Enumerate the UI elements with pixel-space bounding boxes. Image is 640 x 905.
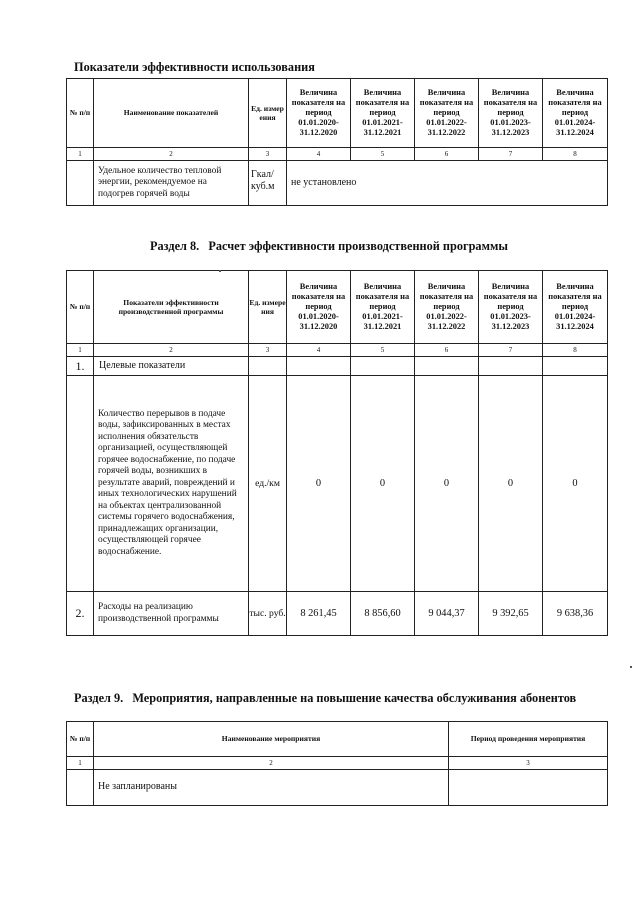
section8-label: Раздел 8. bbox=[150, 239, 200, 253]
col-number: 4 bbox=[287, 148, 351, 161]
header-period: Период проведения мероприятия bbox=[449, 722, 608, 757]
col-number: 2 bbox=[94, 757, 449, 770]
header-period-2022: Величина показателя на период 01.01.2022-31.12.2022 bbox=[415, 79, 479, 148]
col-number: 5 bbox=[351, 344, 415, 357]
header-period-2021: Величина показателя на период 01.01.2021-31.12.2021 bbox=[351, 271, 415, 344]
activities-table bbox=[66, 721, 608, 806]
header-period-2024: Величина показателя на период 01.01.2024-31.12.2024 bbox=[543, 271, 608, 344]
row-num: 2. bbox=[67, 592, 94, 636]
value-2023: 9 392,65 bbox=[479, 592, 543, 636]
col-number: 2 bbox=[94, 344, 249, 357]
col-number: 5 bbox=[351, 148, 415, 161]
col-number: 1 bbox=[67, 148, 94, 161]
empty-cell bbox=[479, 357, 543, 376]
col-number: 1 bbox=[67, 344, 94, 357]
col-number: 2 bbox=[94, 148, 249, 161]
header-unit: Ед. измере ния bbox=[249, 271, 287, 344]
header-activity: Наименование мероприятия bbox=[94, 722, 449, 757]
program-efficiency-table bbox=[66, 270, 608, 636]
col-number: 6 bbox=[415, 148, 479, 161]
col-number: 1 bbox=[67, 757, 94, 770]
value-2024: 0 bbox=[543, 376, 608, 592]
col-number: 3 bbox=[449, 757, 608, 770]
header-period-2023: Величина показателя на период 01.01.2023-31.12.2023 bbox=[479, 79, 543, 148]
col-number: 3 bbox=[249, 148, 287, 161]
col-number: 8 bbox=[543, 344, 608, 357]
value-2020: 0 bbox=[287, 376, 351, 592]
col-number: 7 bbox=[479, 148, 543, 161]
section9-title bbox=[74, 691, 576, 706]
indicator-unit: тыс. руб. bbox=[249, 592, 287, 636]
empty-cell bbox=[543, 357, 608, 376]
group-num: 1. bbox=[67, 357, 94, 376]
value-2022: 0 bbox=[415, 376, 479, 592]
col-number: 4 bbox=[287, 344, 351, 357]
value-2021: 0 bbox=[351, 376, 415, 592]
row-num-empty bbox=[67, 770, 94, 806]
scan-speck bbox=[630, 666, 632, 668]
activity-period bbox=[449, 770, 608, 806]
header-num: № п/п bbox=[67, 722, 94, 757]
header-name: Показатели эффективности производственной программы bbox=[94, 271, 249, 344]
header-period-2024: Величина показателя на период 01.01.2024-31.12.2024 bbox=[543, 79, 608, 148]
scan-speck bbox=[219, 270, 221, 272]
section8-title bbox=[150, 239, 508, 254]
value-2020: 8 261,45 bbox=[287, 592, 351, 636]
group-name: Целевые показатели bbox=[94, 357, 249, 376]
empty-cell bbox=[287, 357, 351, 376]
value-2022: 9 044,37 bbox=[415, 592, 479, 636]
efficiency-table bbox=[66, 78, 608, 206]
header-name: Наименование показателей bbox=[94, 79, 249, 148]
row-num-empty bbox=[67, 376, 94, 592]
header-num: № п/п bbox=[67, 79, 94, 148]
value-2021: 8 856,60 bbox=[351, 592, 415, 636]
value-2024: 9 638,36 bbox=[543, 592, 608, 636]
value-2023: 0 bbox=[479, 376, 543, 592]
col-number: 6 bbox=[415, 344, 479, 357]
indicator-value: не установлено bbox=[287, 161, 608, 206]
indicator-name: Количество перерывов в подаче воды, зафиксированных в местах исполнения обязательств организацией, осуществляющей горячее водоснабжение, по подаче горячей воды, возникших в результате аварий, повреждений и иных технологических нарушений на объектах централизованной системы горячего водоснабжения, принадлежащих организации, осуществляющей горячее водоснабжение. bbox=[94, 376, 249, 592]
header-period-2023: Величина показателя на период 01.01.2023-31.12.2023 bbox=[479, 271, 543, 344]
header-period-2021: Величина показателя на период 01.01.2021-31.12.2021 bbox=[351, 79, 415, 148]
indicator-unit: Гкал/ куб.м bbox=[249, 161, 287, 206]
section8-heading: Расчет эффективности производственной программы bbox=[208, 239, 508, 253]
section9-heading: Мероприятия, направленные на повышение качества обслуживания абонентов bbox=[132, 691, 577, 705]
header-unit: Ед. измер ения bbox=[249, 79, 287, 148]
col-number: 3 bbox=[249, 344, 287, 357]
row-num-empty bbox=[67, 161, 94, 206]
indicator-name: Расходы на реализацию производственной программы bbox=[94, 592, 249, 636]
col-number: 8 bbox=[543, 148, 608, 161]
col-number: 7 bbox=[479, 344, 543, 357]
header-num: № п/п bbox=[67, 271, 94, 344]
header-period-2020: Величина показателя на период 01.01.2020-31.12.2020 bbox=[287, 271, 351, 344]
empty-cell bbox=[415, 357, 479, 376]
header-period-2020: Величина показателя на период 01.01.2020-31.12.2020 bbox=[287, 79, 351, 148]
empty-cell bbox=[351, 357, 415, 376]
indicator-unit: ед./км bbox=[249, 376, 287, 592]
indicator-name: Удельное количество тепловой энергии, рекомендуемое на подогрев горячей воды bbox=[94, 161, 249, 206]
activity-name: Не запланированы bbox=[94, 770, 449, 806]
section7-title: Показатели эффективности использования bbox=[74, 60, 315, 74]
section9-label: Раздел 9. bbox=[74, 691, 124, 705]
empty-cell bbox=[249, 357, 287, 376]
header-period-2022: Величина показателя на период 01.01.2022-31.12.2022 bbox=[415, 271, 479, 344]
